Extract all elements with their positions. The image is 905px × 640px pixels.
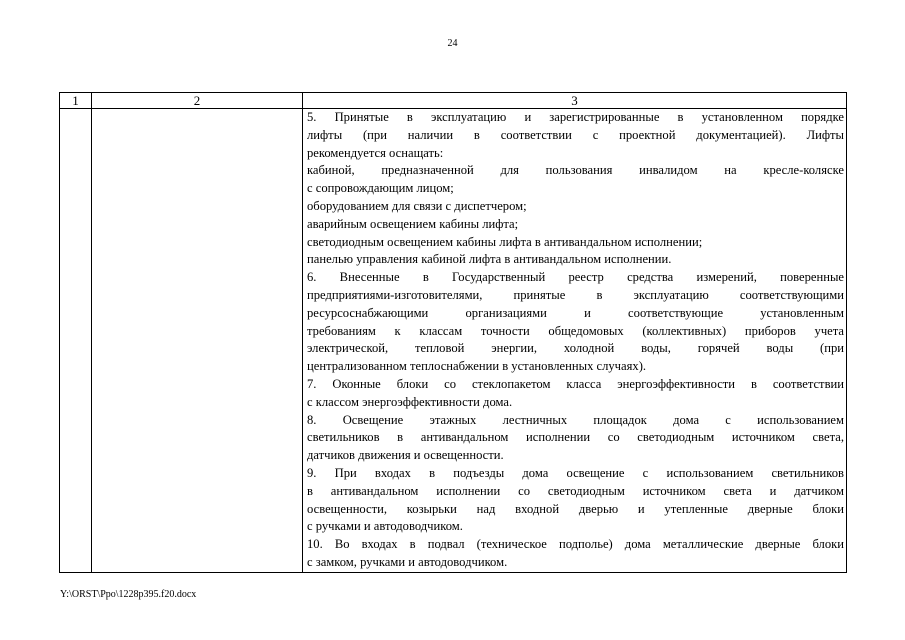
paragraph [307, 109, 844, 162]
table-row [60, 109, 847, 573]
paragraph-line: электрической, тепловой энергии, холодной воды, горячей воды (при [307, 341, 844, 356]
paragraph-line: ресурсоснабжающими организациями и соответствующие установленным [307, 305, 844, 320]
paragraph-line: кабиной, предназначенной для пользования инвалидом на кресле-коляске [307, 163, 844, 178]
paragraph-line: аварийным освещением кабины лифта; [307, 216, 519, 231]
page-number: 24 [447, 38, 458, 49]
cell-column-1 [60, 109, 92, 573]
paragraph-line: с сопровождающим лицом; [307, 181, 454, 196]
paragraph-line: 9. При входах в подъезды дома освещение с использованием светильников [307, 465, 844, 480]
paragraph-line: 8. Освещение этажных лестничных площадок дома с использованием [307, 412, 844, 427]
paragraph [307, 269, 844, 376]
paragraph [307, 234, 844, 252]
paragraph [307, 162, 844, 198]
column-header-3: 3 [303, 93, 847, 109]
cell-column-3 [303, 109, 847, 573]
paragraph [307, 376, 844, 412]
paragraph-line: 5. Принятые в эксплуатацию и зарегистрированные в установленном порядке [307, 110, 844, 124]
paragraph-line: в антивандальном исполнении со светодиодным источником света и датчиком [307, 483, 844, 498]
paragraph-line: 10. Во входах в подвал (техническое подполье) дома металлические дверные блоки [307, 537, 844, 552]
paragraph-line: лифты (при наличии в соответствии с проектной документацией). Лифты [307, 127, 844, 142]
column-header-1: 1 [60, 93, 92, 109]
paragraph-line: рекомендуется оснащать: [307, 145, 444, 160]
paragraph-line: предприятиями-изготовителями, принятые в эксплуатацию соответствующими [307, 287, 844, 302]
paragraph [307, 465, 844, 536]
paragraph-line: централизованном теплоснабжении в установленных случаях). [307, 359, 647, 374]
requirements-text [303, 109, 846, 572]
paragraph-line: светодиодным освещением кабины лифта в антивандальном исполнении; [307, 234, 703, 249]
content-table [59, 92, 847, 573]
paragraph [307, 536, 844, 572]
paragraph-line: панелью управления кабиной лифта в антивандальном исполнении. [307, 252, 672, 267]
column-header-2: 2 [92, 93, 303, 109]
paragraph [307, 198, 844, 216]
paragraph-line: оборудованием для связи с диспетчером; [307, 198, 527, 213]
paragraph-line: с классом энергоэффективности дома. [307, 394, 513, 409]
paragraph-line: датчиков движения и освещенности. [307, 448, 504, 463]
cell-column-2 [92, 109, 303, 573]
paragraph-line: с ручками и автодоводчиком. [307, 519, 463, 534]
paragraph-line: требованиям к классам точности общедомовых (коллективных) приборов учета [307, 323, 844, 338]
paragraph [307, 412, 844, 465]
paragraph [307, 216, 844, 234]
table-header-row [60, 93, 847, 109]
footer-file-path: Y:\ORST\Ppo\1228p395.f20.docx [60, 589, 197, 600]
paragraph-line: 6. Внесенные в Государственный реестр средства измерений, поверенные [307, 270, 844, 285]
paragraph-line: 7. Оконные блоки со стеклопакетом класса энергоэффективности в соответствии [307, 376, 844, 391]
paragraph [307, 251, 844, 269]
paragraph-line: светильников в антивандальном исполнении со светодиодным источником света, [307, 430, 844, 445]
paragraph-line: освещенности, козырьки над входной дверью и утепленные дверные блоки [307, 501, 844, 516]
paragraph-line: с замком, ручками и автодоводчиком. [307, 554, 508, 569]
